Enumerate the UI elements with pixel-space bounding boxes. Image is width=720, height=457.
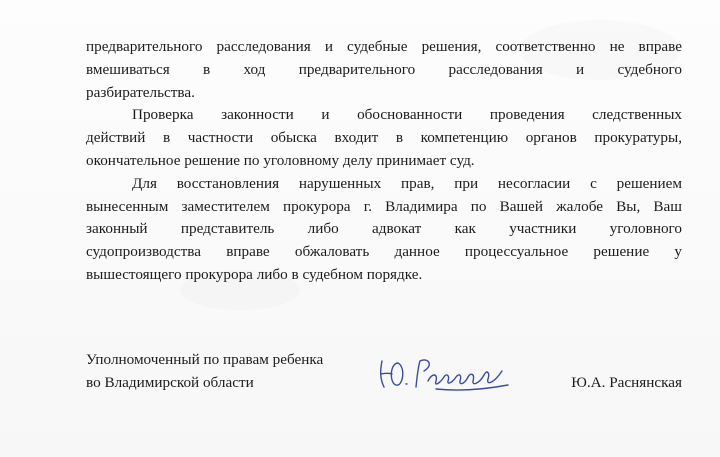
body-line: вынесенным заместителем прокурора г. Владимира по Вашей жалобе Вы, Ваш [86, 197, 682, 215]
body-line: вышестоящего прокурора либо в судебном порядке. [86, 265, 423, 283]
signatory-title-line: Уполномоченный по правам ребенка [86, 351, 324, 368]
signatory-title-line: во Владимирской области [86, 373, 254, 391]
signature-block [86, 349, 682, 399]
body-line: вмешиваться в ход предварительного расследования и судебного [86, 60, 682, 78]
body-line: Проверка законности и обоснованности проведения следственных [132, 106, 682, 124]
body-line: Для восстановления нарушенных прав, при несогласии с решением [132, 174, 682, 192]
body-line: разбирательства. [86, 83, 195, 101]
body-line: предварительного расследования и судебные решения, соответственно не вправе [86, 38, 682, 55]
body-line: законный представитель либо адвокат как участники уголовного [86, 220, 682, 238]
body-line: судопроизводства вправе обжаловать данное процессуальное решение у [86, 243, 682, 261]
handwritten-signature [376, 353, 516, 393]
signatory-name: Ю.А. Раснянская [571, 373, 682, 391]
signatory-title [86, 349, 323, 395]
letter-body [86, 36, 682, 287]
body-line: окончательное решение по уголовному делу принимает суд. [86, 151, 475, 169]
body-line: действий в частности обыска входит в компетенцию органов прокуратуры, [86, 129, 682, 147]
